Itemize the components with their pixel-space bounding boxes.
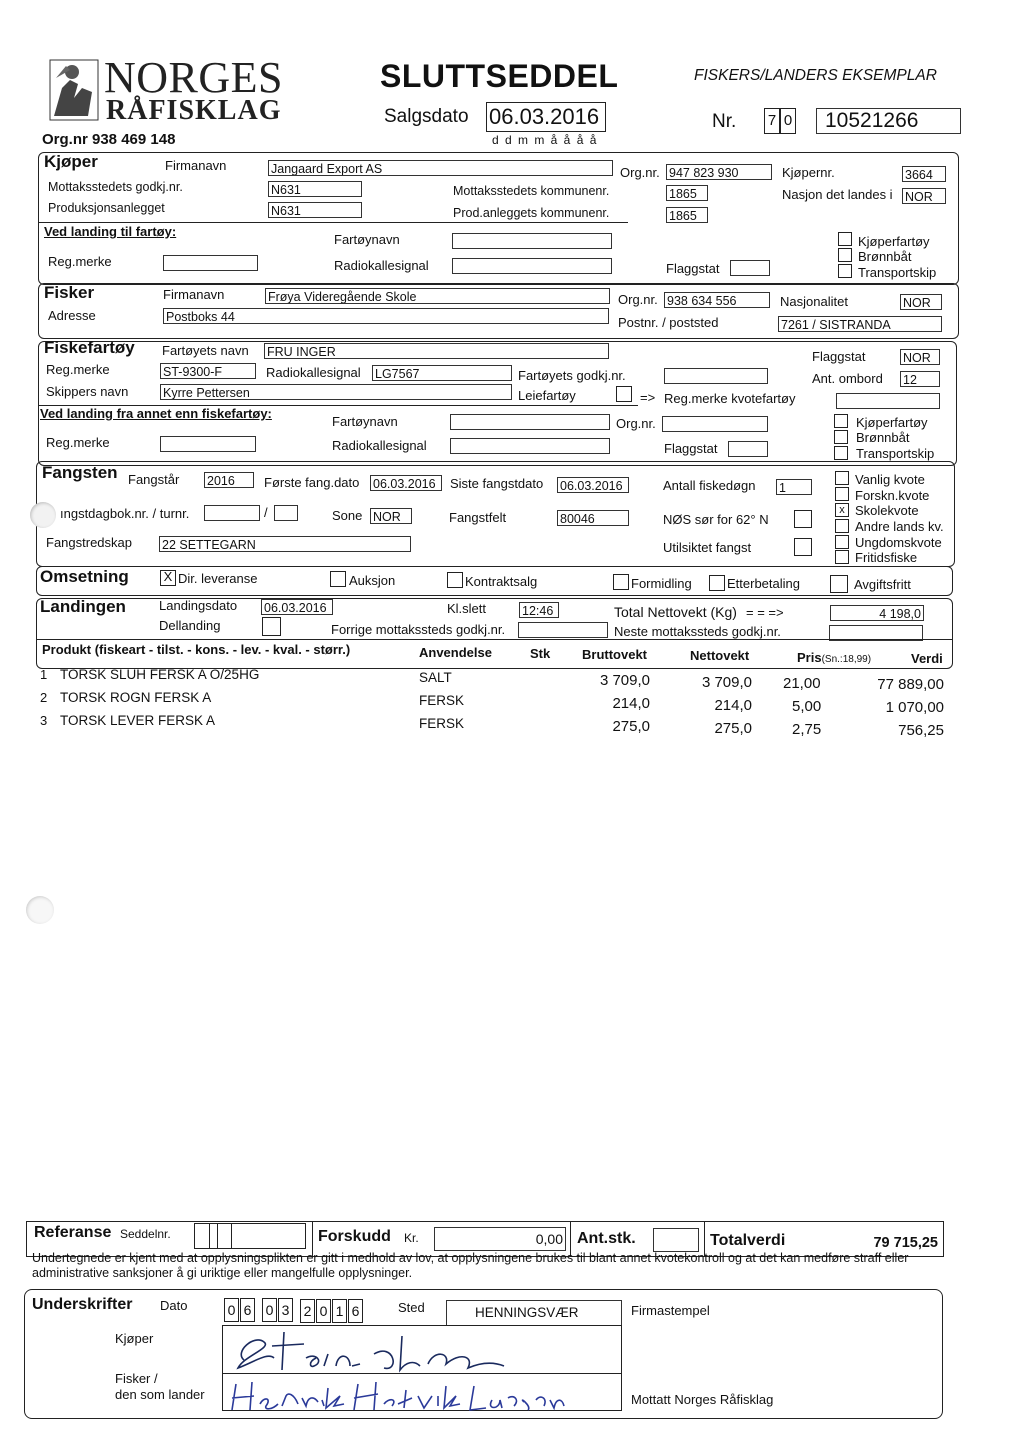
landingen-heading: Landingen — [40, 597, 126, 616]
seddelnr-divider — [209, 1224, 210, 1248]
fisker-adresse-label: Adresse — [48, 308, 96, 323]
kjopernr-field[interactable]: 3664 — [902, 166, 946, 182]
col-header-produkt: Produkt (fiskeart - tilst. - kons. - lev. - kval. - størr.) — [42, 642, 351, 657]
nasjon-field[interactable]: NOR — [902, 188, 946, 204]
row-pris: 5,00 — [792, 698, 822, 715]
formidling-label: Formidling — [631, 576, 692, 591]
utilsiktet-label: Utilsiktet fangst — [663, 540, 752, 555]
utilsiktet-checkbox[interactable] — [794, 538, 812, 556]
redskap-field[interactable]: 22 SETTEGARN — [159, 536, 411, 552]
annet-bronnbat-checkbox[interactable] — [834, 430, 848, 444]
avgiftsfritt-label: Avgiftsfritt — [854, 577, 911, 592]
kvote-forskn-label: Forskn.kvote — [855, 488, 930, 503]
kvote-ungdom-checkbox[interactable] — [835, 535, 849, 549]
annet-radio-label: Radiokallesignal — [332, 438, 427, 453]
dagbok-slash: / — [264, 505, 268, 520]
col-header-brutto: Bruttovekt — [582, 647, 648, 662]
kjoper-transport-label: Transportskip — [858, 265, 937, 280]
row-verdi: 1 070,00 — [885, 699, 944, 716]
dato-digit[interactable]: 0 — [316, 1299, 331, 1323]
fisker-firmanavn-label: Firmanavn — [163, 287, 225, 302]
kvote-skole-checkbox[interactable]: x — [835, 503, 849, 517]
etterbetaling-label: Etterbetaling — [727, 576, 800, 591]
dato-digit[interactable]: 0 — [262, 1298, 277, 1322]
document-title: SLUTTSEDDEL — [380, 58, 619, 94]
annet-orgnr-label: Org.nr. — [616, 416, 656, 431]
col-header-pris-note: (Sn.:18,99) — [821, 654, 872, 665]
postnr-label: Postnr. / poststed — [618, 315, 719, 330]
row-netto: 275,0 — [714, 720, 752, 737]
row-anvendelse: SALT — [419, 670, 452, 685]
row-produkt: TORSK ROGN FERSK A — [60, 690, 212, 705]
mottak-kommune-label: Mottaksstedets kommunenr. — [453, 184, 610, 198]
nr-field[interactable]: 10521266 — [816, 108, 961, 134]
forste-dato-field[interactable]: 06.03.2016 — [370, 475, 442, 491]
nr-digit-2: 0 — [780, 108, 796, 134]
fartoy-navn-label: Fartøyets navn — [162, 343, 249, 358]
signature-fisker-label-1: Fisker / — [115, 1371, 158, 1386]
dagbok-label: ıngstdagbok.nr. / turnr. — [60, 506, 190, 521]
kvote-vanlig-label: Vanlig kvote — [855, 472, 925, 487]
underskrifter-label: Underskrifter — [32, 1296, 133, 1313]
annet-flaggstat-field[interactable] — [728, 441, 768, 457]
auksjon-checkbox[interactable] — [330, 571, 346, 587]
kvote-andre-checkbox[interactable] — [835, 519, 849, 533]
kontrakt-label: Kontraktsalg — [465, 574, 538, 589]
fangstfelt-field[interactable]: 80046 — [557, 510, 629, 526]
nos-label: NØS sør for 62° N — [663, 512, 769, 527]
fartoy-regmerke-field[interactable]: ST-9300-F — [160, 363, 256, 379]
kjoper-orgnr-label: Org.nr. — [620, 165, 660, 180]
row-anvendelse: FERSK — [419, 693, 465, 708]
kvote-fritid-label: Fritidsfiske — [855, 550, 918, 565]
total-netto-field[interactable]: 4 198,0 — [830, 605, 924, 621]
ant-ombord-label: Ant. ombord — [812, 371, 883, 386]
annet-orgnr-field[interactable] — [662, 416, 768, 432]
kvote-ungdom-label: Ungdomskvote — [855, 535, 942, 550]
forskudd-label: Forskudd — [318, 1228, 391, 1245]
kontrakt-checkbox[interactable] — [447, 572, 463, 588]
neste-mottak-label: Neste mottakssteds godkj.nr. — [614, 624, 781, 639]
signature-kjoper-label: Kjøper — [115, 1331, 154, 1346]
ant-ombord-field[interactable]: 12 — [900, 371, 940, 387]
dir-leveranse-checkbox[interactable]: X — [160, 570, 176, 586]
dato-digit[interactable]: 6 — [240, 1298, 255, 1322]
table-header-top-line — [36, 639, 953, 640]
kjoper-firmanavn-label: Firmanavn — [165, 158, 227, 173]
redskap-label: Fangstredskap — [46, 535, 132, 550]
seddelnr-divider — [231, 1224, 232, 1248]
kvote-skole-label: Skolekvote — [855, 503, 919, 518]
fisker-heading: Fisker — [44, 283, 95, 302]
totalverdi-value: 79 715,25 — [873, 1235, 938, 1251]
kjoper-firmanavn-field[interactable]: Jangaard Export AS — [268, 160, 613, 176]
row-nr: 1 — [40, 667, 48, 682]
kjoper-divider — [38, 222, 628, 223]
skipper-field[interactable]: Kyrre Pettersen — [160, 384, 512, 400]
nasjonalitet-label: Nasjonalitet — [780, 294, 848, 309]
fartoy-flaggstat-field[interactable]: NOR — [900, 349, 940, 365]
klslett-field[interactable]: 12:46 — [519, 602, 559, 618]
kjoper-flaggstat-label: Flaggstat — [666, 261, 720, 276]
mottak-godkj-label: Mottaksstedets godkj.nr. — [48, 180, 183, 194]
postnr-field[interactable]: 7261 / SISTRANDA — [778, 316, 942, 332]
annet-regmerke-label: Reg.merke — [46, 435, 110, 450]
annet-regmerke-field[interactable] — [160, 436, 256, 452]
row-verdi: 756,25 — [898, 722, 944, 739]
row-pris: 21,00 — [783, 675, 821, 692]
annet-radio-field[interactable] — [450, 438, 610, 454]
dir-leveranse-label: Dir. leveranse — [178, 571, 258, 586]
fisker-firmanavn-field[interactable]: Frøya Videregående Skole — [265, 288, 610, 304]
skipper-label: Skippers navn — [46, 384, 129, 399]
kjoper-regmerke-label: Reg.merke — [48, 254, 112, 269]
auksjon-label: Auksjon — [349, 573, 396, 588]
fiskefartoy-landing-label: Ved landing fra annet enn fiskefartøy: — [40, 406, 272, 421]
seddelnr-field[interactable] — [194, 1223, 306, 1249]
kjoper-kjoperfartoy-label: Kjøperfartøy — [858, 234, 930, 249]
siste-dato-label: Siste fangstdato — [450, 476, 544, 491]
avgiftsfritt-checkbox[interactable] — [830, 575, 848, 593]
total-netto-arrow: = = => — [746, 605, 784, 620]
totalverdi-label: Totalverdi — [710, 1232, 786, 1249]
rafisklag-org-nr: Org.nr 938 469 148 — [42, 131, 176, 148]
fartoy-regmerke-label: Reg.merke — [46, 362, 110, 377]
prod-label: Produksjonsanlegget — [48, 201, 165, 215]
dellanding-label: Dellanding — [159, 618, 221, 633]
date-format-hint: d d m m å å å å — [492, 133, 598, 147]
fangstfelt-label: Fangstfelt — [449, 510, 507, 525]
dato-digit[interactable]: 0 — [224, 1298, 239, 1322]
signature-fisker-label-2: den som lander — [115, 1387, 205, 1402]
kjoper-orgnr-field[interactable]: 947 823 930 — [666, 164, 772, 180]
kjoper-transport-checkbox[interactable] — [838, 264, 852, 278]
leiefartoy-checkbox[interactable] — [616, 386, 632, 402]
antstk-label: Ant.stk. — [577, 1230, 636, 1247]
row-verdi: 77 889,00 — [877, 676, 944, 693]
annet-bronnbat-label: Brønnbåt — [856, 430, 910, 445]
kjoper-bronnbat-checkbox[interactable] — [838, 248, 852, 262]
dato-digit[interactable]: 2 — [300, 1299, 315, 1323]
sted-field[interactable]: HENNINGSVÆR — [446, 1300, 622, 1326]
logo-emblem — [48, 58, 100, 122]
dato-digit[interactable]: 6 — [348, 1299, 363, 1323]
annet-flaggstat-label: Flaggstat — [664, 441, 718, 456]
row-produkt: TORSK LEVER FERSK A — [60, 713, 216, 728]
annet-transport-label: Transportskip — [856, 446, 935, 461]
klslett-label: Kl.slett — [447, 601, 487, 616]
kvote-forskn-checkbox[interactable] — [835, 487, 849, 501]
copy-label: FISKERS/LANDERS EKSEMPLAR — [694, 67, 937, 84]
kjoper-kjoperfartoy-checkbox[interactable] — [838, 232, 852, 246]
omsetning-heading: Omsetning — [40, 567, 129, 586]
fartoy-navn-field[interactable]: FRU INGER — [264, 343, 609, 359]
col-header-anvendelse: Anvendelse — [419, 645, 492, 660]
seddelnr-label: Seddelnr. — [120, 1227, 171, 1241]
logo-word-norges: NORGES — [104, 53, 284, 102]
row-brutto: 275,0 — [612, 718, 650, 735]
punch-hole-top — [30, 502, 56, 528]
col-header-pris — [797, 650, 871, 665]
fartoy-radio-label: Radiokallesignal — [266, 365, 361, 380]
row-brutto: 214,0 — [612, 695, 650, 712]
kvote-vanlig-checkbox[interactable] — [835, 471, 849, 485]
fiskedogn-field[interactable]: 1 — [776, 479, 812, 495]
fisker-adresse-field[interactable]: Postboks 44 — [163, 308, 609, 324]
kjoper-radio-label: Radiokallesignal — [334, 258, 429, 273]
kvote-andre-label: Andre lands kv. — [855, 519, 944, 534]
kjoper-landing-label: Ved landing til fartøy: — [44, 224, 177, 239]
referanse-label: Referanse — [34, 1224, 112, 1241]
row-netto: 214,0 — [714, 697, 752, 714]
salgsdato-label: Salgsdato — [384, 106, 469, 127]
sted-label: Sted — [398, 1300, 425, 1315]
nos-checkbox[interactable] — [794, 510, 812, 528]
kjoper-bronnbat-label: Brønnbåt — [858, 249, 912, 264]
row-brutto: 3 709,0 — [599, 672, 650, 689]
turnr-field[interactable] — [274, 505, 298, 521]
fisker-orgnr-field[interactable]: 938 634 556 — [664, 292, 770, 308]
leiefartoy-arrow: => — [640, 390, 656, 405]
logo-word-rafisklag: RÅFISKLAG — [106, 95, 282, 126]
forskudd-field[interactable]: 0,00 — [434, 1227, 566, 1251]
kvote-fritid-checkbox[interactable] — [835, 550, 849, 564]
row-netto: 3 709,0 — [701, 674, 752, 691]
fartoy-flaggstat-label: Flaggstat — [812, 349, 866, 364]
forrige-mottak-field[interactable] — [518, 622, 608, 638]
row-nr: 3 — [40, 713, 48, 728]
signature-fisker — [228, 1376, 568, 1421]
etterbetaling-checkbox[interactable] — [709, 575, 725, 591]
nr-label: Nr. — [712, 111, 737, 132]
mottak-godkj-field[interactable]: N631 — [268, 181, 362, 197]
salgsdato-field[interactable]: 06.03.2016 — [486, 102, 606, 132]
prod-kommune-field[interactable]: 1865 — [666, 207, 708, 223]
row-nr: 2 — [40, 690, 48, 705]
leiefartoy-label: Leiefartøy — [518, 388, 576, 403]
row-produkt: TORSK SLUH FERSK A O/25HG — [60, 667, 260, 682]
kvotefartoy-field[interactable] — [836, 393, 940, 409]
dagbok-field[interactable] — [204, 505, 260, 521]
kjoper-flaggstat-field[interactable] — [730, 260, 770, 276]
total-netto-label: Total Nettovekt (Kg) — [614, 604, 737, 620]
mottatt-label: Mottatt Norges Råfisklag — [631, 1392, 774, 1407]
row-anvendelse: FERSK — [419, 716, 465, 731]
prod-kommune-label: Prod.anleggets kommunenr. — [453, 206, 610, 220]
forskudd-kr-label: Kr. — [404, 1231, 419, 1245]
annet-transport-checkbox[interactable] — [834, 446, 848, 460]
fangstar-label: Fangstår — [128, 472, 180, 487]
dato-digit[interactable]: 3 — [278, 1298, 293, 1322]
fartoy-radio-field[interactable]: LG7567 — [372, 365, 512, 381]
col-header-pris-label: Pris — [797, 650, 822, 665]
fangstar-field[interactable]: 2016 — [204, 472, 254, 488]
punch-hole-bottom — [26, 896, 54, 924]
signature-dato-label: Dato — [160, 1298, 188, 1313]
seddelnr-divider — [217, 1224, 218, 1248]
fangsten-heading: Fangsten — [42, 463, 118, 482]
col-header-netto: Nettovekt — [690, 648, 750, 663]
fiskedogn-label: Antall fiskedøgn — [663, 478, 756, 493]
fisker-orgnr-label: Org.nr. — [618, 292, 658, 307]
prod-field[interactable]: N631 — [268, 202, 362, 218]
kjopernr-label: Kjøpernr. — [782, 165, 835, 180]
fartoy-godkj-label: Fartøyets godkj.nr. — [518, 368, 626, 383]
disclaimer-text: Undertegnede er kjent med at opplysningsplikten er gitt i medhold av lov, at opplysningene brukes til blant annet kvotekontroll og at det kan medføre straff eller administrative sanksjoner å gi uriktige eller mangelfulle opplysninger. — [32, 1251, 909, 1280]
fartoy-godkj-field[interactable] — [664, 368, 768, 384]
sone-label: Sone — [332, 508, 363, 523]
kjoper-radio-field[interactable] — [452, 258, 612, 274]
annet-kjoperfartoy-checkbox[interactable] — [834, 414, 848, 428]
annet-fartoynavn-field[interactable] — [450, 414, 610, 430]
antstk-field[interactable] — [653, 1228, 699, 1252]
landingsdato-field[interactable]: 06.03.2016 — [261, 599, 333, 615]
forrige-mottak-label: Forrige mottakssteds godkj.nr. — [331, 622, 506, 637]
firmastempel-label: Firmastempel — [631, 1303, 710, 1318]
nr-digit-1: 7 — [764, 108, 780, 134]
annet-kjoperfartoy-label: Kjøperfartøy — [856, 415, 928, 430]
kjoper-regmerke-field[interactable] — [163, 255, 258, 271]
siste-dato-field[interactable]: 06.03.2016 — [557, 477, 629, 493]
kvotefartoy-label: Reg.merke kvotefartøy — [664, 391, 796, 406]
forste-dato-label: Første fang.dato — [264, 475, 360, 490]
col-header-stk: Stk — [530, 646, 551, 661]
fiskefartoy-heading: Fiskefartøy — [44, 338, 135, 357]
formidling-checkbox[interactable] — [613, 574, 629, 590]
kjoper-fartoynavn-label: Fartøynavn — [334, 232, 400, 247]
dato-digit[interactable]: 1 — [332, 1299, 347, 1323]
col-header-verdi: Verdi — [911, 651, 943, 666]
row-pris: 2,75 — [792, 721, 822, 738]
kjoper-heading: Kjøper — [44, 152, 98, 171]
kjoper-fartoynavn-field[interactable] — [452, 233, 612, 249]
dellanding-checkbox[interactable] — [262, 617, 281, 636]
mottak-kommune-field[interactable]: 1865 — [666, 185, 708, 201]
nasjonalitet-field[interactable]: NOR — [900, 294, 942, 310]
landingsdato-label: Landingsdato — [159, 598, 238, 613]
sone-field[interactable]: NOR — [370, 508, 412, 524]
annet-fartoynavn-label: Fartøynavn — [332, 414, 398, 429]
nasjon-label: Nasjon det landes i — [782, 187, 893, 202]
